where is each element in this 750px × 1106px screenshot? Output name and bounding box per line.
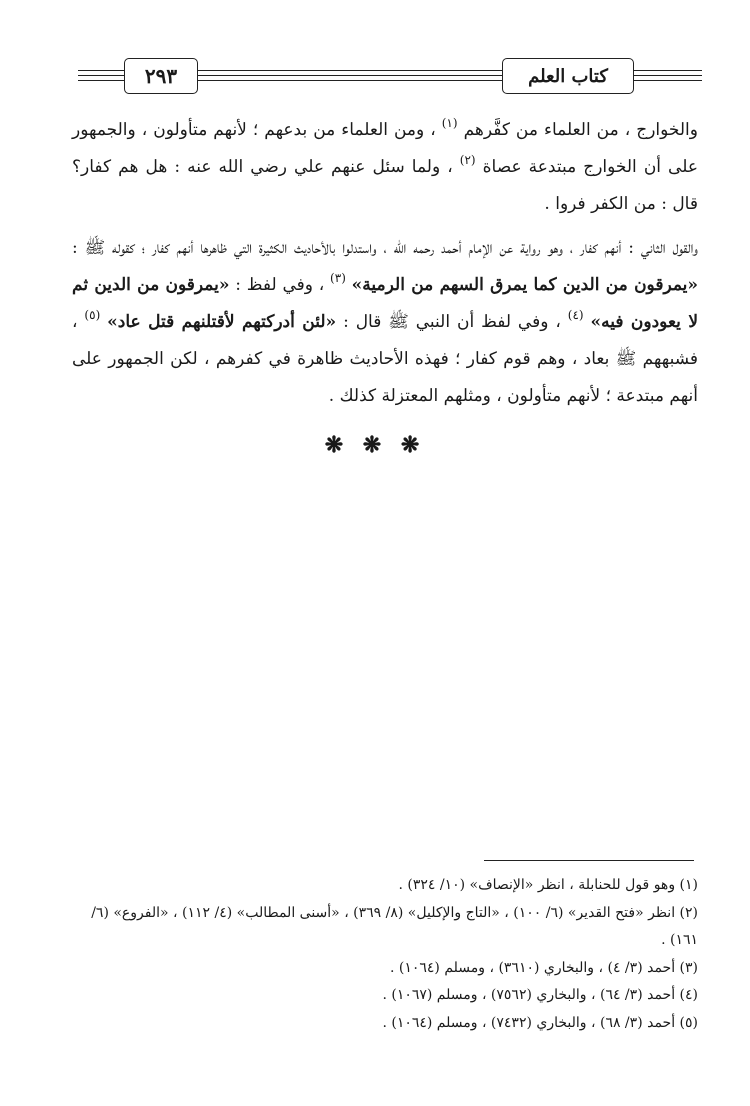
- hadith-quote: «يمرقون من الدين كما يمرق السهم من الرمية»: [351, 275, 699, 295]
- page-header: [78, 58, 702, 96]
- footnote-item: (١) وهو قول للحنابلة ، انظر «الإنصاف» (١٠/ ٣٢٤) .: [398, 877, 698, 893]
- footnote-ref: (١): [441, 116, 458, 130]
- main-text: [72, 112, 698, 415]
- footnote-ref: (٢): [459, 153, 476, 167]
- paragraph-2: [72, 230, 698, 415]
- footnote-item: (٢) انظر «فتح القدير» (٦/ ١٠٠) ، «التاج والإكليل» (٨/ ٣٦٩) ، «أسنى المطالب» (٤/ ١١٢) ، «الفروع» (٦/ ١٦١) .: [91, 904, 698, 948]
- page-number: ٢٩٣: [124, 58, 198, 94]
- footnote-item: (٣) أحمد (٣/ ٤) ، والبخاري (٣٦١٠) ، ومسلم (١٠٦٤) .: [389, 959, 698, 976]
- book-title: كتاب العلم: [502, 58, 634, 94]
- hadith-quote: «لئن أدركتهم لأقتلنهم قتل عاد»: [107, 312, 337, 332]
- footnote-item: (٥) أحمد (٣/ ٦٨) ، والبخاري (٧٤٣٢) ، ومسلم (١٠٦٤) .: [382, 1014, 698, 1031]
- text-span: ، ولما سئل عنهم علي رضي الله عنه : هل هم كفار؟ قال : من الكفر فروا .: [72, 157, 698, 214]
- footnote-ref: (٥): [84, 308, 101, 322]
- paragraph-1: [72, 112, 698, 223]
- footnote-divider: [484, 860, 694, 861]
- text-span: والخوارج ، من العلماء من كفَّرهم: [463, 120, 698, 140]
- footnote-ref: (٣): [330, 271, 346, 285]
- footnote-ref: (٤): [567, 308, 584, 322]
- section-separator: ❋ ❋ ❋: [324, 432, 426, 458]
- hadith-quote: «يمرقون من الدين ثم لا يعودون فيه»: [72, 275, 699, 332]
- footnotes: [70, 872, 698, 1037]
- text-span: والقول الثاني : أنهم كفار ، وهو رواية عن الإمام أحمد رحمه الله ، واستدلوا بالأحاديث الكثيرة التي ظاهرها أنهم كفار ؛ كقوله ﷺ :: [72, 238, 698, 258]
- text-span: ، وفي لفظ أن النبي ﷺ قال :: [343, 312, 561, 332]
- footnote-item: (٤) أحمد (٣/ ٦٤) ، والبخاري (٧٥٦٢) ، ومسلم (١٠٦٧) .: [382, 987, 698, 1003]
- text-span: ، وفي لفظ :: [235, 275, 325, 295]
- text-span: ، ومن العلماء من بدعهم ؛ لأنهم متأولون ، والجمهور على أن الخوارج مبتدعة عصاة: [72, 120, 699, 177]
- text-span: ، فشبههم ﷺ بعاد ، وهم قوم كفار ؛ فهذه الأحاديث ظاهرة في كفرهم ، لكن الجمهور على أنهم مبتدعة ؛ لأنهم متأولون ، ومثلهم المعتزلة كذلك .: [72, 312, 698, 406]
